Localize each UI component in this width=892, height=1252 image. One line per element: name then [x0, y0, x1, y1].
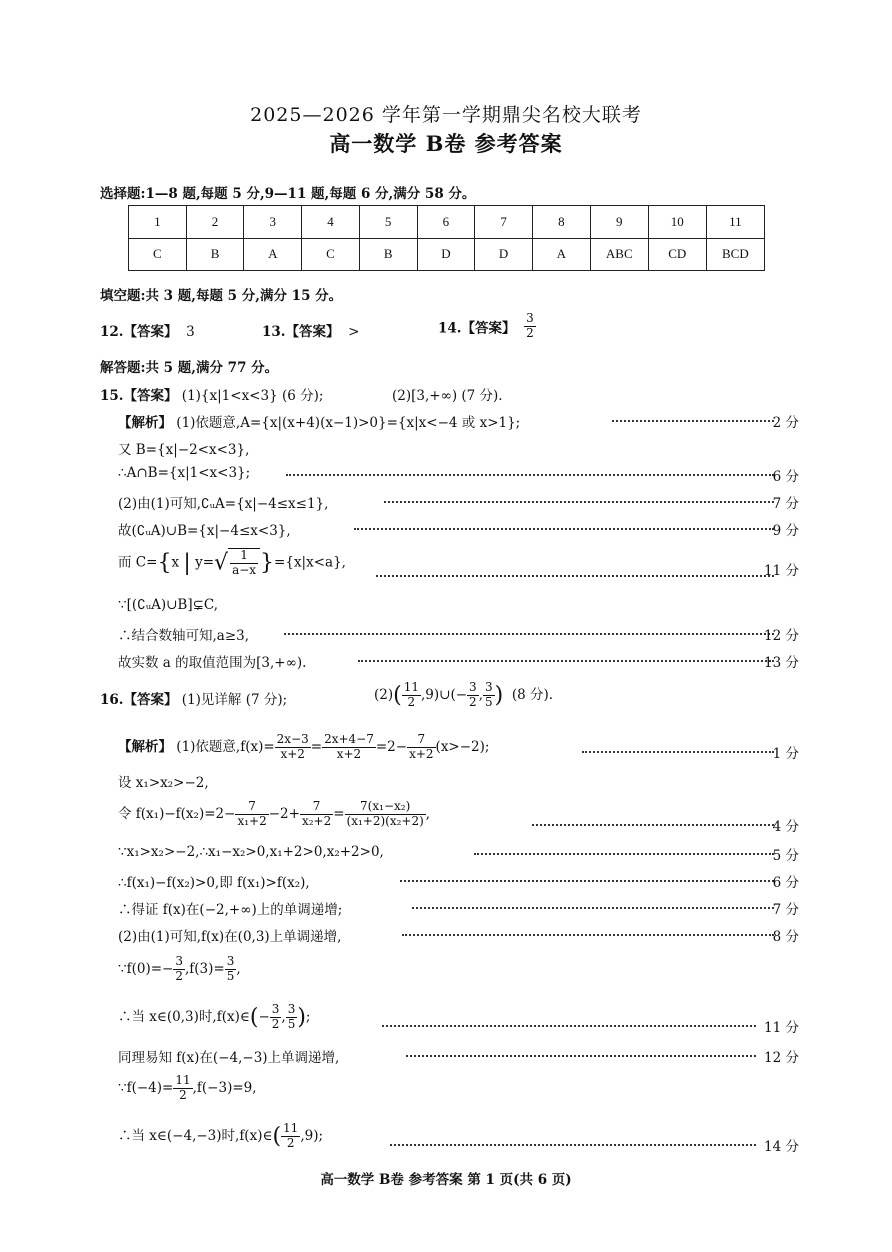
paren-close: ) [297, 1004, 306, 1030]
fraction [235, 800, 268, 829]
sqrt-body [228, 548, 260, 578]
leader-dots [376, 575, 774, 577]
table-cell: C [129, 238, 187, 271]
score-mark: 5 分 [772, 848, 799, 864]
step-text: ∴当 x∈(−4,−3)时,f(x)∈ [118, 1127, 273, 1144]
q13-label: 13.【答案】 [262, 324, 340, 340]
fraction-numerator: 3 [526, 311, 534, 325]
fraction [483, 681, 495, 710]
answer-row [129, 238, 765, 271]
table-cell: D [475, 238, 533, 271]
q15-step2: 又 B={x|−2<x<3}, [118, 442, 250, 458]
score-mark: 2 分 [772, 415, 799, 431]
q16-step5: ∴f(x₁)−f(x₂)>0,即 f(x₁)>f(x₂), [118, 875, 310, 891]
q15-step4: (2)由(1)可知,∁ᵤA={x|−4≤x≤1}, [118, 496, 329, 512]
fraction-numerator: 2x+4−7 [324, 732, 374, 746]
fraction [300, 800, 333, 829]
step-text: ,f(−3)=9, [192, 1079, 257, 1096]
table-cell: C [302, 238, 360, 271]
score-mark: 4 分 [772, 819, 799, 835]
fraction-numerator: 11 [283, 1121, 299, 1135]
fraction-denominator: x₁+2 [237, 813, 267, 828]
fraction-numerator: 7(x₁−x₂) [345, 800, 426, 815]
fraction-denominator: 5 [226, 968, 235, 983]
fraction-denominator: 2 [271, 1016, 280, 1031]
answer-middle: ,9)∪(− [421, 686, 468, 703]
step-text: ∵f(0)=− [118, 960, 174, 977]
set-variable: x [171, 554, 180, 571]
answer-suffix: (8 分). [511, 686, 554, 703]
score-mark: 1 分 [772, 746, 799, 762]
table-cell: 2 [186, 206, 244, 239]
fraction-numerator: 3 [469, 680, 477, 694]
table-cell: CD [648, 238, 706, 271]
fraction-denominator: 2 [469, 694, 477, 709]
fraction [230, 549, 258, 578]
score-mark: 6 分 [772, 875, 799, 891]
table-cell: 4 [302, 206, 360, 239]
fraction-numerator: 7 [300, 800, 333, 815]
fraction [467, 681, 479, 710]
q16-step7: (2)由(1)可知,f(x)在(0,3)上单调递增, [118, 929, 342, 945]
fraction [270, 1003, 282, 1032]
fraction [275, 733, 311, 762]
q15-answer [100, 384, 323, 404]
leader-dots [532, 824, 774, 826]
step-text: (1)依题意,f(x)= [176, 738, 275, 755]
fraction-numerator: 2x−3 [276, 732, 309, 746]
score-mark: 7 分 [772, 902, 799, 918]
leader-dots [384, 501, 774, 503]
table-cell: A [244, 238, 302, 271]
fraction [286, 1003, 298, 1032]
leader-dots [406, 1055, 756, 1057]
leader-dots [582, 751, 774, 753]
paren-open: ( [272, 1123, 282, 1149]
page-footer: 高一数学 B卷 参考答案 第 1 页(共 6 页) [320, 1172, 572, 1188]
q16-step12 [118, 1122, 323, 1151]
fraction-denominator: 2 [175, 968, 183, 983]
fraction [281, 1122, 300, 1151]
fraction-numerator: 3 [226, 954, 235, 968]
q16-answer-part1: (1)见详解 (7 分); [181, 692, 288, 708]
fraction [173, 955, 185, 984]
fraction-numerator: 3 [484, 680, 493, 694]
fraction-denominator: 2 [526, 325, 534, 340]
q16-answer [100, 688, 287, 708]
q16-step3: 令 f(x₁)−f(x₂)=2− $\frac{7}{\text{x₁+2}}$ −2+ $\frac{7}{\text{x₂+2}}$ = $\frac{\text{7(x₁−x₂)}}{\text{(x₁+2)(x₂+2)}}$ , [118, 799, 431, 828]
q13-answer [262, 320, 359, 340]
fraction [402, 681, 421, 710]
fraction-numerator: 1 [230, 549, 258, 564]
fraction [322, 733, 376, 762]
q15-answer-label: 15.【答案】 [100, 388, 178, 404]
set-condition: y= [195, 554, 215, 571]
leader-dots [400, 880, 774, 882]
set-bar: | [183, 550, 191, 576]
q16-step8 [118, 955, 241, 984]
fraction [225, 955, 237, 984]
fraction-denominator: x+2 [336, 746, 362, 761]
leader-dots [284, 633, 774, 635]
leader-dots [474, 853, 774, 855]
table-cell: B [359, 238, 417, 271]
leader-dots [402, 934, 774, 936]
leader-dots [412, 907, 774, 909]
q15-step1 [118, 411, 520, 431]
leader-dots [612, 420, 774, 422]
score-mark: 14 分 [764, 1139, 799, 1155]
q16-step2: 设 x₁>x₂>−2, [118, 775, 209, 791]
fraction [345, 800, 426, 829]
table-cell: A [532, 238, 590, 271]
analysis-label: 【解析】 [118, 738, 172, 755]
q15-step6 [118, 548, 346, 578]
analysis-label: 【解析】 [118, 415, 172, 431]
q12-value: 3 [186, 324, 195, 340]
q13-value: > [348, 324, 360, 340]
table-cell: 1 [129, 206, 187, 239]
table-cell: 11 [706, 206, 764, 239]
choice-answer-table [128, 205, 765, 271]
fraction-denominator: 2 [407, 694, 416, 709]
table-cell: 9 [590, 206, 648, 239]
table-cell: 10 [648, 206, 706, 239]
table-cell: 5 [359, 206, 417, 239]
q16-step11 [118, 1074, 257, 1103]
paren-close: ) [494, 682, 504, 708]
q14-answer [438, 312, 536, 341]
fraction-denominator: 2 [286, 1135, 295, 1150]
table-cell: D [417, 238, 475, 271]
step-text: (1)依题意,A={x|(x+4)(x−1)>0}={x|x<−4 或 x>1}; [176, 415, 521, 431]
paren-open: ( [249, 1004, 259, 1030]
fraction [173, 1074, 192, 1103]
score-mark: 9 分 [772, 523, 799, 539]
step-text: (x>−2); [435, 738, 490, 755]
fraction-numerator: 7 [407, 733, 435, 748]
leader-dots [382, 1025, 756, 1027]
fraction-denominator: x+2 [409, 746, 434, 761]
answer-prefix: (2) [374, 686, 394, 703]
step-text: =2− [375, 738, 408, 755]
score-mark: 6 分 [772, 469, 799, 485]
q16-step4: ∵x₁>x₂>−2,∴x₁−x₂>0,x₁+2>0,x₂+2>0, [118, 844, 384, 860]
q12-answer [100, 320, 195, 340]
step-text: ∵f(−4)= [118, 1079, 174, 1096]
q15-step8: ∴结合数轴可知,a≥3, [118, 628, 250, 644]
fraction-numerator: 11 [403, 680, 419, 694]
fraction-denominator: x₂+2 [301, 813, 332, 828]
step-text: ,f(3)= [184, 960, 225, 977]
step-text: ∴当 x∈(0,3)时,f(x)∈ [118, 1008, 250, 1025]
sqrt-sign: √ [214, 550, 229, 576]
step-text: 而 C= [118, 554, 158, 571]
score-mark: 12 分 [764, 628, 799, 644]
q16-step6: ∴得证 f(x)在(−2,+∞)上的单调递增; [118, 902, 343, 918]
score-mark: 11 分 [764, 563, 799, 579]
fraction-denominator: 2 [179, 1087, 187, 1102]
step-text: ,9); [300, 1127, 324, 1144]
fraction-numerator: 7 [235, 800, 268, 815]
table-cell: B [186, 238, 244, 271]
fraction [407, 733, 435, 762]
choice-intro: 选择题:1—8 题,每题 5 分,9—11 题,每题 6 分,满分 58 分。 [100, 186, 476, 202]
table-cell: ABC [590, 238, 648, 271]
fraction-denominator: 5 [484, 694, 493, 709]
q15-answer-part1: (1){x|1<x<3} (6 分); [181, 388, 324, 404]
q16-step1: 【解析】 (1)依题意,f(x)= $\frac{2x-3}{x+2}$ = $\frac{2x+4-7}{x+2}$ =2− $\frac{7}{x+2}$ (x>−2); [118, 732, 490, 761]
step-text: , [236, 960, 241, 977]
q15-step7: ∵[(∁ᵤA)∪B]⊊C, [118, 597, 219, 613]
q15-step9: 故实数 a 的取值范围为[3,+∞). [118, 655, 307, 671]
exam-title: 2025—2026 学年第一学期鼎尖名校大联考 [250, 104, 642, 126]
table-cell: BCD [706, 238, 764, 271]
score-mark: 11 分 [764, 1020, 799, 1036]
score-mark: 12 分 [764, 1050, 799, 1066]
brace-close: } [260, 550, 275, 576]
score-mark: 8 分 [772, 929, 799, 945]
score-mark: 13 分 [764, 655, 799, 671]
table-cell: 3 [244, 206, 302, 239]
q16-step10: 同理易知 f(x)在(−4,−3)上单调递增, [118, 1050, 340, 1066]
leader-dots [390, 1144, 756, 1146]
step-text: 令 f(x₁)−f(x₂)=2− [118, 805, 236, 822]
fraction-numerator: 3 [271, 1002, 280, 1016]
q16-answer-label: 16.【答案】 [100, 692, 178, 708]
score-mark: 7 分 [772, 496, 799, 512]
leader-dots [358, 660, 774, 662]
q15-step3: ∴A∩B={x|1<x<3}; [118, 465, 251, 481]
q14-label: 14.【答案】 [438, 320, 516, 337]
q15-answer-part2: (2)[3,+∞) (7 分). [392, 388, 503, 404]
q16-answer-part2: (2)( $\frac{11}{2}$ ,9)∪(− $\frac{3}{2}$ , $\frac{3}{5}$ ) (8 分). [374, 680, 554, 709]
step-text: ={x|x<a}, [274, 554, 346, 571]
fraction-numerator: 3 [287, 1002, 296, 1016]
exam-subtitle: 高一数学 B卷 参考答案 [329, 131, 563, 156]
table-cell: 8 [532, 206, 590, 239]
q15-step5: 故(∁ᵤA)∪B={x|−4≤x<3}, [118, 523, 291, 539]
step-text: −2+ [268, 805, 300, 822]
q16-step9: ∴当 x∈(0,3)时,f(x)∈(− $\frac{3}{2}$ , $\frac{3}{5}$ ); [118, 1002, 311, 1031]
fill-intro: 填空题:共 3 题,每题 5 分,满分 15 分。 [100, 288, 343, 304]
fraction-denominator: 5 [287, 1016, 296, 1031]
fraction-numerator: 11 [175, 1073, 191, 1087]
q14-fraction [524, 312, 536, 341]
table-cell: 6 [417, 206, 475, 239]
fraction-denominator: a−x [232, 562, 257, 577]
leader-dots [354, 528, 774, 530]
fraction-denominator: x+2 [280, 746, 305, 761]
question-number-row [129, 206, 765, 239]
fraction-denominator: (x₁+2)(x₂+2) [346, 813, 424, 828]
brace-open: { [157, 550, 172, 576]
paren-open: ( [393, 682, 402, 708]
fraction-numerator: 3 [175, 954, 183, 968]
table-cell: 7 [475, 206, 533, 239]
leader-dots [286, 474, 774, 476]
q12-label: 12.【答案】 [100, 324, 178, 340]
solve-intro: 解答题:共 5 题,满分 77 分。 [100, 360, 279, 376]
